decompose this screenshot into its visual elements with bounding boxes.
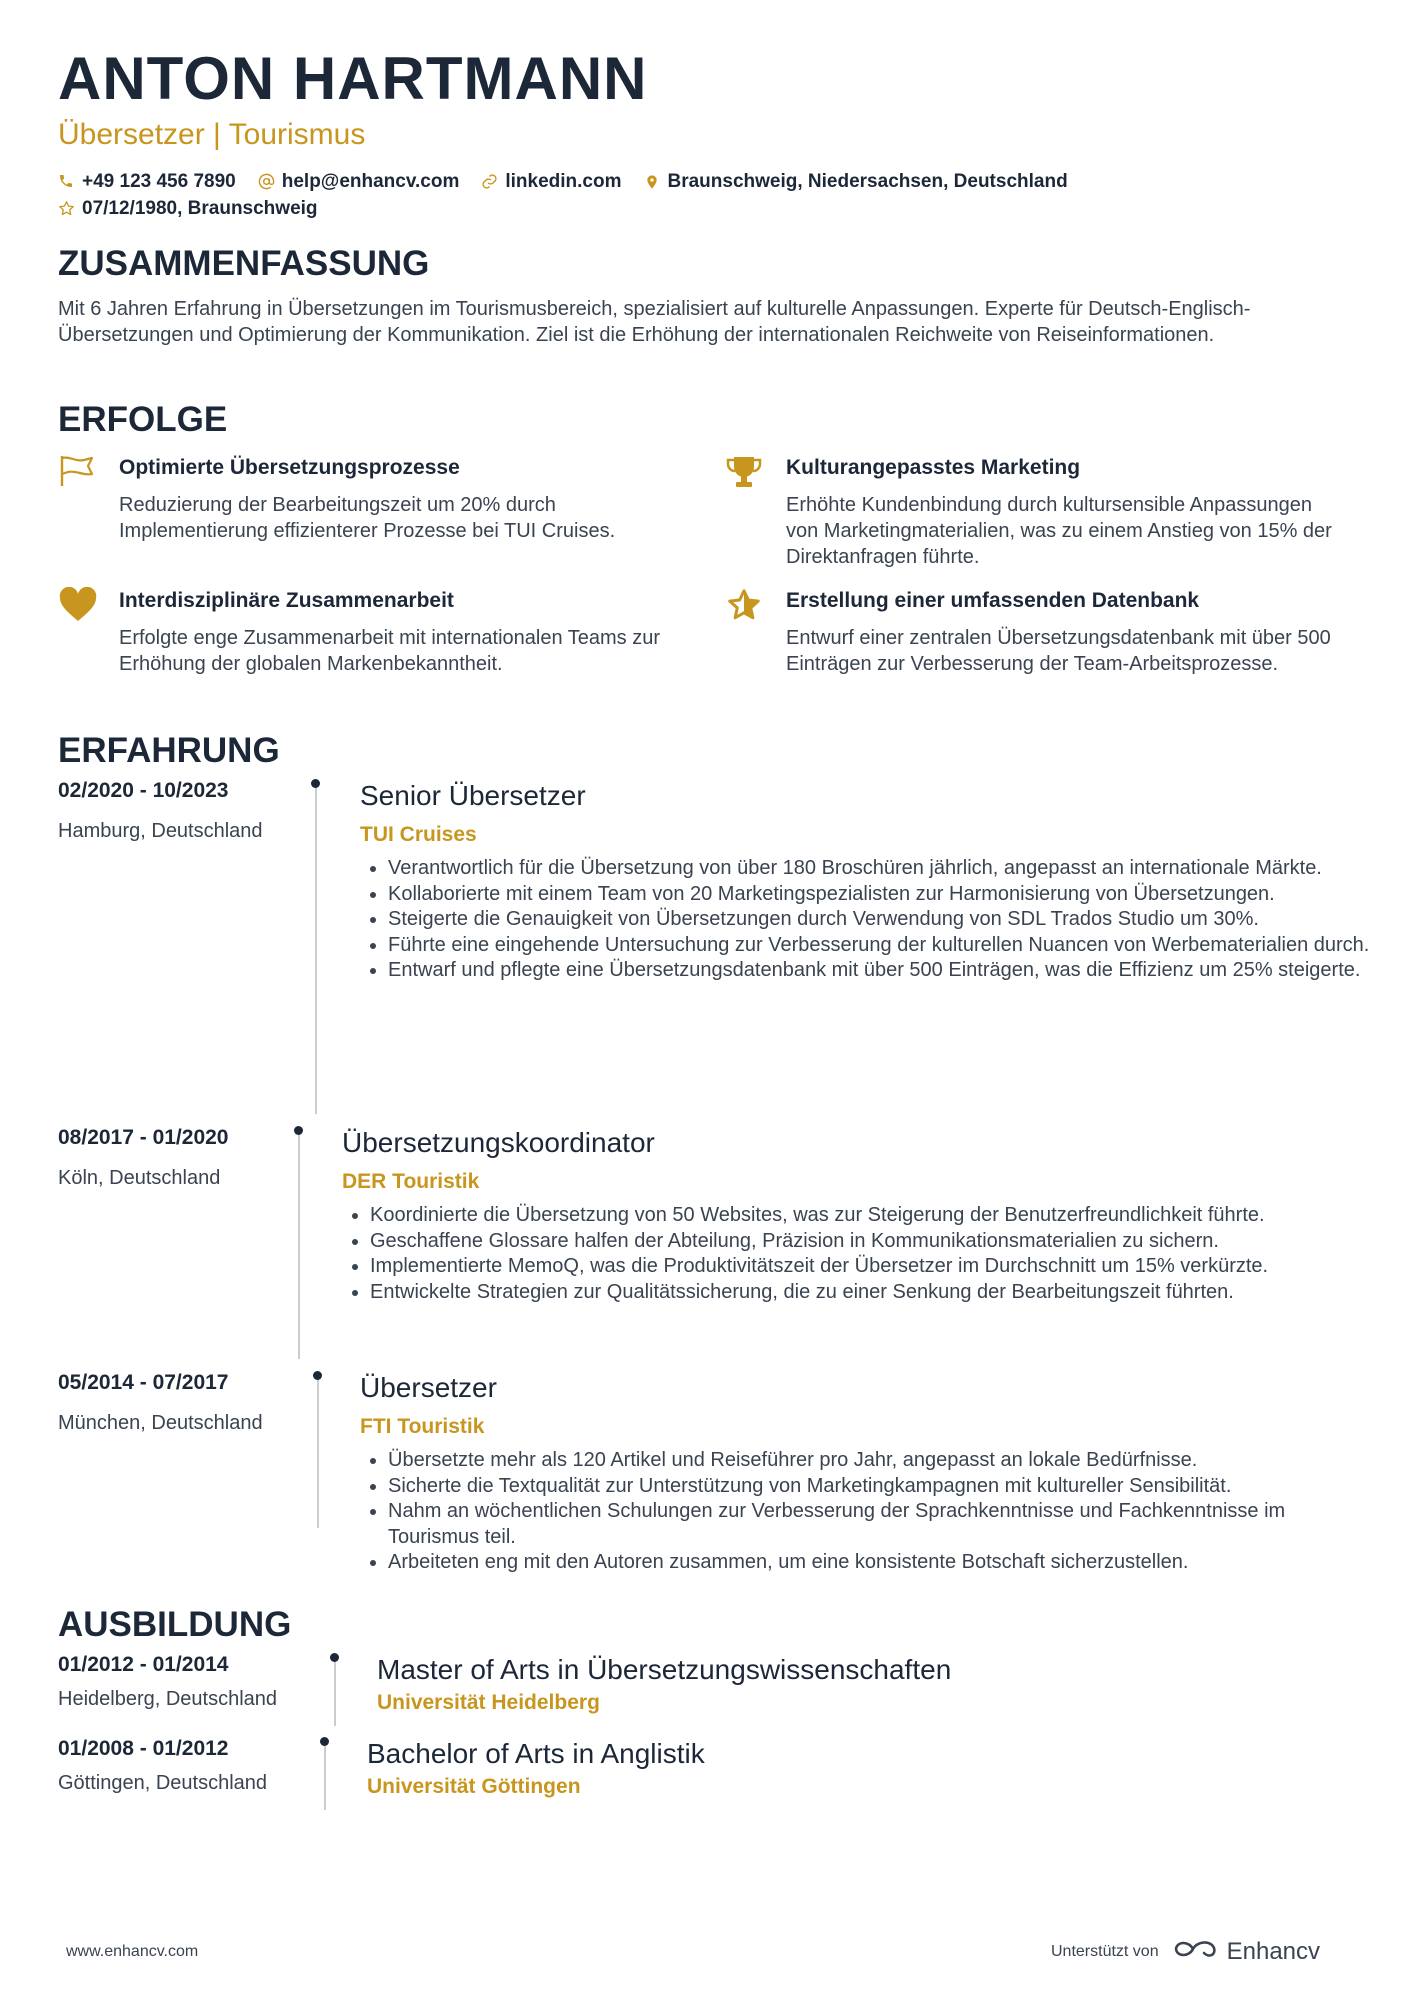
- achievement-desc: Reduzierung der Bearbeitungszeit um 20% durch Implementierung effizienterer Prozesse bei TUI Cruises.: [119, 494, 616, 542]
- job-role: Übersetzer: [360, 1372, 497, 1403]
- timeline-dot: [313, 1371, 322, 1380]
- contact-email[interactable]: [258, 170, 460, 194]
- job-dates: 02/2020 - 10/2023: [58, 779, 229, 802]
- job-bullets: [364, 856, 1373, 984]
- phone-icon: [58, 173, 76, 191]
- job-location: Hamburg, Deutschland: [58, 820, 263, 842]
- candidate-name: ANTON HARTMANN: [58, 45, 648, 112]
- email-text: help@enhancv.com: [281, 171, 460, 192]
- contact-location: [644, 170, 1068, 194]
- phone-text: +49 123 456 7890: [82, 171, 236, 192]
- job-bullet: • Entwarf und pflegte eine Übersetzungsdatenbank mit über 500 Einträgen, was die Effizienz um 25% steigerte.: [388, 958, 1373, 984]
- contact-row-2: [58, 197, 340, 221]
- job-bullet: • Sicherte die Textqualität zur Unterstützung von Marketingkampagnen mit kultureller Sensibilität.: [388, 1474, 1378, 1500]
- job-bullet: • Implementierte MemoQ, was die Produktivitätszeit der Übersetzer im Durchschnitt um 15% verkürzte.: [370, 1254, 1375, 1280]
- job-company: DER Touristik: [342, 1170, 480, 1193]
- contact-row: [58, 170, 1090, 194]
- flag-icon: [58, 454, 96, 492]
- trophy-icon: [725, 454, 763, 492]
- job-role: Senior Übersetzer: [360, 780, 586, 811]
- timeline-dot: [311, 779, 320, 788]
- job-bullet: • Führte eine eingehende Untersuchung zur Verbesserung der kulturellen Nuancen von Werbematerialien durch.: [388, 933, 1373, 959]
- footer-branding: [1051, 1936, 1320, 1967]
- timeline-line: [317, 1376, 319, 1528]
- job-role: Übersetzungskoordinator: [342, 1127, 655, 1158]
- achievement-desc: Erhöhte Kundenbindung durch kultursensible Anpassungen von Marketingmaterialien, was zu einem Anstieg von 15% der Direktanfragen führte.: [786, 494, 1332, 568]
- edu-location: Göttingen, Deutschland: [58, 1772, 268, 1794]
- achievement-title: Interdisziplinäre Zusammenarbeit: [119, 589, 454, 612]
- experience-heading: ERFAHRUNG: [58, 731, 280, 770]
- job-company: FTI Touristik: [360, 1415, 485, 1438]
- job-dates: 05/2014 - 07/2017: [58, 1371, 229, 1394]
- contact-linkedin[interactable]: [481, 170, 621, 194]
- candidate-title: Übersetzer | Tourismus: [58, 118, 366, 151]
- timeline-line: [334, 1658, 336, 1726]
- heart-icon: [58, 587, 96, 625]
- job-bullet: • Kollaborierte mit einem Team von 20 Marketingspezialisten zur Harmonisierung von Übersetzungen.: [388, 882, 1373, 908]
- edu-degree: Bachelor of Arts in Anglistik: [367, 1738, 705, 1769]
- summary-text: Mit 6 Jahren Erfahrung in Übersetzungen im Tourismusbereich, spezialisiert auf kulturelle Anpassungen. Experte für Deutsch-Englisch-Übersetzungen und Optimierung der Kommunikation. Ziel ist die Erhöhung der internationalen Reichweite von Reiseinformationen.: [58, 298, 1251, 346]
- contact-phone[interactable]: [58, 170, 236, 194]
- link-icon: [481, 173, 499, 191]
- edu-school: Universität Göttingen: [367, 1775, 581, 1798]
- powered-by-text: Unterstützt von: [1051, 1942, 1159, 1960]
- job-bullet: • Verantwortlich für die Übersetzung von über 180 Broschüren jährlich, angepasst an internationale Märkte.: [388, 856, 1373, 882]
- star-icon: [725, 587, 763, 625]
- location-text: Braunschweig, Niedersachsen, Deutschland: [667, 171, 1068, 192]
- job-location: Köln, Deutschland: [58, 1167, 221, 1189]
- achievement-title: Erstellung einer umfassenden Datenbank: [786, 589, 1200, 612]
- timeline-dot: [320, 1737, 329, 1746]
- edu-location: Heidelberg, Deutschland: [58, 1688, 278, 1710]
- job-bullet: • Nahm an wöchentlichen Schulungen zur Verbesserung der Sprachkenntnisse und Fachkenntnisse im Tourismus teil.: [388, 1499, 1378, 1550]
- birth-text: 07/12/1980, Braunschweig: [82, 198, 318, 219]
- achievement-title: Kulturangepasstes Marketing: [786, 456, 1081, 479]
- achievements-heading: ERFOLGE: [58, 400, 228, 439]
- edu-school: Universität Heidelberg: [377, 1691, 600, 1714]
- edu-dates: 01/2008 - 01/2012: [58, 1737, 229, 1760]
- job-bullet: • Arbeiteten eng mit den Autoren zusammen, um eine konsistente Botschaft sicherzustellen.: [388, 1550, 1378, 1576]
- timeline-line: [298, 1131, 300, 1359]
- job-company: TUI Cruises: [360, 823, 477, 846]
- job-bullets: [346, 1203, 1375, 1305]
- summary-heading: ZUSAMMENFASSUNG: [58, 244, 430, 283]
- enhancv-logo-icon: [1171, 1936, 1219, 1967]
- edu-dates: 01/2012 - 01/2014: [58, 1653, 229, 1676]
- timeline-dot: [294, 1126, 303, 1135]
- job-bullet: • Übersetzte mehr als 120 Artikel und Reiseführer pro Jahr, angepasst an lokale Bedürfnisse.: [388, 1448, 1378, 1474]
- linkedin-text: linkedin.com: [505, 171, 622, 192]
- job-bullet: • Steigerte die Genauigkeit von Übersetzungen durch Verwendung von SDL Trados Studio um 30%.: [388, 907, 1373, 933]
- achievement-title: Optimierte Übersetzungsprozesse: [119, 456, 460, 479]
- job-bullet: • Geschaffene Glossare halfen der Abteilung, Präzision in Kommunikationsmaterialien zu sichern.: [370, 1229, 1375, 1255]
- brand-name: Enhancv: [1226, 1937, 1321, 1965]
- job-bullets: [364, 1448, 1378, 1576]
- contact-birth: [58, 197, 318, 221]
- job-location: München, Deutschland: [58, 1412, 263, 1434]
- job-dates: 08/2017 - 01/2020: [58, 1126, 229, 1149]
- footer-website[interactable]: www.enhancv.com: [66, 1943, 199, 1960]
- star-outline-icon: [58, 200, 76, 218]
- education-heading: AUSBILDUNG: [58, 1605, 292, 1644]
- edu-degree: Master of Arts in Übersetzungswissenschaften: [377, 1654, 952, 1685]
- job-bullet: • Entwickelte Strategien zur Qualitätssicherung, die zu einer Senkung der Bearbeitungszeit führten.: [370, 1280, 1375, 1306]
- location-pin-icon: [644, 173, 662, 191]
- job-bullet: • Koordinierte die Übersetzung von 50 Websites, was zur Steigerung der Benutzerfreundlichkeit führte.: [370, 1203, 1375, 1229]
- achievement-desc: Erfolgte enge Zusammenarbeit mit internationalen Teams zur Erhöhung der globalen Markenbekanntheit.: [119, 627, 661, 675]
- achievement-desc: Entwurf einer zentralen Übersetzungsdatenbank mit über 500 Einträgen zur Verbesserung der Team-Arbeitsprozesse.: [786, 627, 1331, 675]
- timeline-dot: [330, 1653, 339, 1662]
- timeline-line: [315, 784, 317, 1114]
- timeline-line: [324, 1742, 326, 1810]
- at-icon: [258, 173, 276, 191]
